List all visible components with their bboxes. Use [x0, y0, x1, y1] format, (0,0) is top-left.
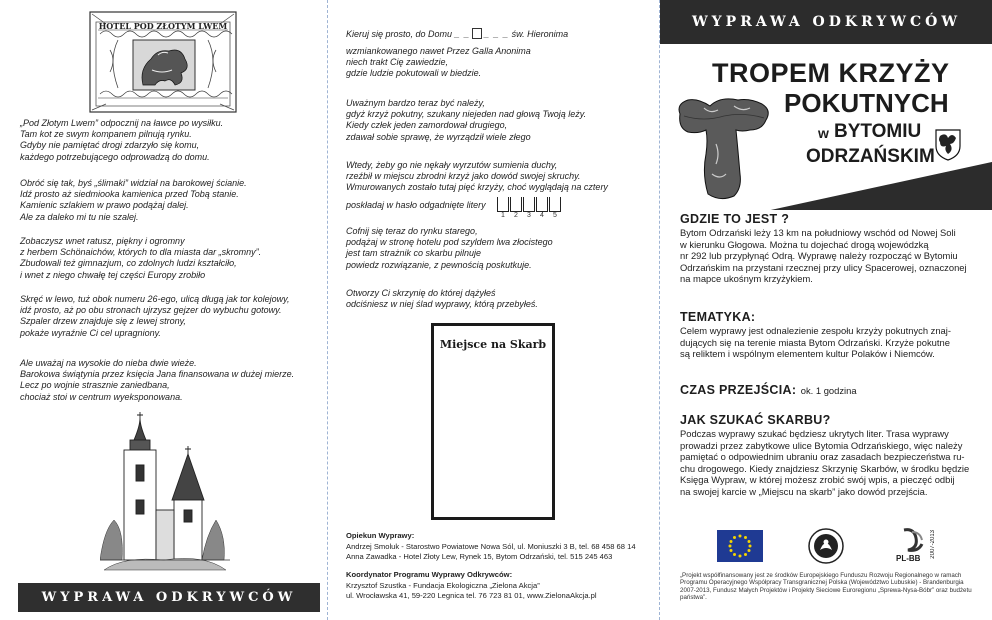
verse-m4: Cofnij się teraz do rynku starego, podążaj w stronę hotelu pod szyldem lwa złocistego jest tam strażnik co skarbu pilnuje powiedz rozwiązanie, z pewnością poskutkuje. — [346, 226, 553, 270]
coordinator-1: Krzysztof Szustka - Fundacja Ekologiczna „Zielona Akcja” — [346, 580, 540, 590]
title-w: w — [818, 125, 829, 141]
treasure-box-title: Miejsce na Skarb — [439, 338, 547, 351]
section-where-text: Bytom Odrzański leży 13 km na południowy wschód od Nowej Soli w kierunku Głogowa. Można tu dojechać drogą wojewódzką nr 292 lub przypłynąć Odrą. Wyprawę należy rozpocząć w Bytomiu Odrzańskim na przystani rzecznej przy ulicy Spacerowej, oznaczonej na mapce ukośnym krzyżykiem. — [680, 227, 967, 285]
section-time — [680, 381, 857, 399]
funding-note: „Projekt współfinansowany jest ze środków Europejskiego Funduszu Rozwoju Regionalnego w ramach Programu Operacyjnego Współpracy Transgranicznej Polska (Województwo Lubuskie) - Brandenburgia 2007-2013, Fundusz Małych Projektów i Projekty Sieciowe Euroregionu „Sprewa-Nysa-Bóbr” oraz budżetu państwa”. — [680, 572, 972, 602]
section-topic-text: Celem wyprawy jest odnalezienie zespołu krzyży pokutnych znaj- dujących się na terenie miasta Bytom Odrzański. Krzyże pokutne są reliktem i wspólnym elementem kultur Polaków i Niemców. — [680, 325, 951, 360]
coordinator-heading: Koordynator Programu Wyprawy Odkrywców: — [346, 570, 513, 579]
panel-left — [0, 0, 325, 620]
footer-bar: WYPRAWA ODKRYWCÓW — [18, 583, 320, 612]
hotel-sign-text: HOTEL POD ZŁOTYM LWEM — [98, 21, 228, 31]
verse-m2: Uważnym bardzo teraz być należy, gdyż krzyż pokutny, szukany niejeden nad głową Twoją leży. Kiedy człek jeden zamordował drugiego, zdawał sobie sprawę, że wyrządził wiele złego — [346, 98, 587, 142]
verse-3: Zobaczysz wnet ratusz, piękny i ogromny z herbem Schönaichów, których to dla miasta dar „skromny”. Zbudowali też gimnazjum, co zdolnych ludzi kształciło, i wnet z niego chwałę tej części Europy zrobiło — [20, 236, 262, 280]
guardian-2: Anna Zawadka - Hotel Złoty Lew, Rynek 15, Bytom Odrzański, tel. 515 245 463 — [346, 552, 613, 561]
section-howto-text: Podczas wyprawy szukać będziesz ukrytych liter. Trasa wyprawy prowadzi przez zabytkowe ulice Bytomia Odrzańskiego, więc należy pamiętać o odpowiednim ubraniu oraz zasadach bezpieczeństwa ru- chu drogowego. Kiedy znajdziesz Skrzynię Skarbów, w środku będzie Księga Wypraw, w której możesz zrobić swój wpis, a pieczęć odbij na swojej karcie w „Miejscu na skarb” jako dowód przejścia. — [680, 428, 970, 497]
coordinator-block — [346, 570, 656, 602]
eu-flag-icon — [717, 530, 763, 562]
panel-middle — [327, 0, 657, 620]
title-line-3: BYTOMIU — [834, 121, 922, 142]
verse-1: „Pod Złotym Lwem” odpocznij na ławce po wysiłku. Tam kot ze swym kompanem pilnują rynku. Gdyby nie pamiętać drogi zdarzyło się komu, każdego potrzebującego odprowadzą do domu. — [20, 118, 224, 162]
treasure-stamp-box — [431, 323, 555, 520]
password-number: 1 — [501, 212, 505, 219]
section-time-heading: CZAS PRZEJŚCIA: — [680, 383, 797, 397]
verse-m5: Otworzy Ci skrzynię do której dążyłeś odciśniesz w niej ślad wyprawy, którą przebyłeś. — [346, 288, 538, 310]
section-howto-heading: JAK SZUKAĆ SKARBU? — [680, 413, 831, 427]
stone-cross-icon — [674, 94, 774, 204]
section-where-heading: GDZIE TO JEST ? — [680, 212, 790, 226]
plbb-logo-icon — [898, 528, 928, 554]
plbb-logo-text: PL-BB — [896, 554, 921, 563]
verse-m3: Wtedy, żeby go nie nękały wyrzutów sumienia duchy, rzeźbił w miejscu zbrodni krzyż jako dowód swojej skruchy. Wmurowanych zostało tutaj pięć krzyży, choć wyglądają na cztery — [346, 160, 608, 193]
password-line: poskładaj w hasło odgadnięte litery — [346, 200, 486, 210]
verse-4: Skręć w lewo, tuż obok numeru 26-ego, ulicą długą jak tor kolejowy, idź prosto, aż po obu stronach ujrzysz gejzer do wybuchu gotowy. Szpaler drzew znajduje się z lewej strony, pokaże wyraźnie Ci cel upragniony. — [20, 294, 290, 338]
guardians-heading: Opiekun Wyprawy: — [346, 531, 415, 540]
section-time-value: ok. 1 godzina — [800, 385, 857, 396]
church-illustration — [100, 410, 230, 575]
verse-line-1: Kieruj się prosto, do Domu _ _ _ _ _ św. Hieronima — [346, 29, 569, 39]
password-number: 5 — [553, 212, 557, 219]
letter-blanks: _ _ _ _ _ — [454, 29, 510, 39]
password-boxes — [497, 197, 561, 219]
title-line-1: TROPEM KRZYŻY — [712, 58, 950, 88]
password-number: 2 — [514, 212, 518, 219]
hotel-sign-illustration — [88, 10, 238, 115]
plbb-logo — [896, 528, 944, 566]
guardian-1: Andrzej Smoluk - Starostwo Powiatowe Nowa Sól, ul. Moniuszki 3 B, tel. 68 458 68 14 — [346, 541, 636, 551]
verse-2: Obróć się tak, byś „ślimaki” widział na barokowej ścianie. Idź prosto aż siedmiooka kamienica przed Tobą stanie. Kamienic szlakiem w prawo podążaj dalej. Ale za daleko mi tu nie szalej. — [20, 178, 247, 222]
section-topic-heading: TEMATYKA: — [680, 310, 756, 324]
title-line-2: POKUTNYCH — [784, 88, 949, 118]
verse-5: Ale uważaj na wysokie do nieba dwie wieże. Barokowa świątynia przez księcia Jana finansowana w dużej mierze. Lecz po wojnie strasznie zaniedbana, chociaż stoi w centrum wyeksponowana. — [20, 358, 295, 402]
panel-right — [659, 0, 992, 620]
guardians-block — [346, 531, 656, 563]
title-line-4: ODRZAŃSKIM — [806, 146, 935, 167]
verse-m1: wzmiankowanego nawet Przez Galla Anonima niech trakt Cię zawiedzie, gdzie ludzie pokutowali w biedzie. — [346, 46, 531, 79]
coat-of-arms-icon — [934, 128, 962, 162]
plbb-logo-years: 2007-2013 — [930, 530, 936, 559]
password-number: 3 — [527, 212, 531, 219]
header-band-text: WYPRAWA ODKRYWCÓW — [691, 14, 962, 30]
password-number: 4 — [540, 212, 544, 219]
coordinator-2: ul. Wrocławska 41, 59-220 Legnica tel. 76 723 81 01, www.ZielonaAkcja.pl — [346, 591, 597, 600]
zielona-akcja-logo-icon — [808, 528, 844, 564]
